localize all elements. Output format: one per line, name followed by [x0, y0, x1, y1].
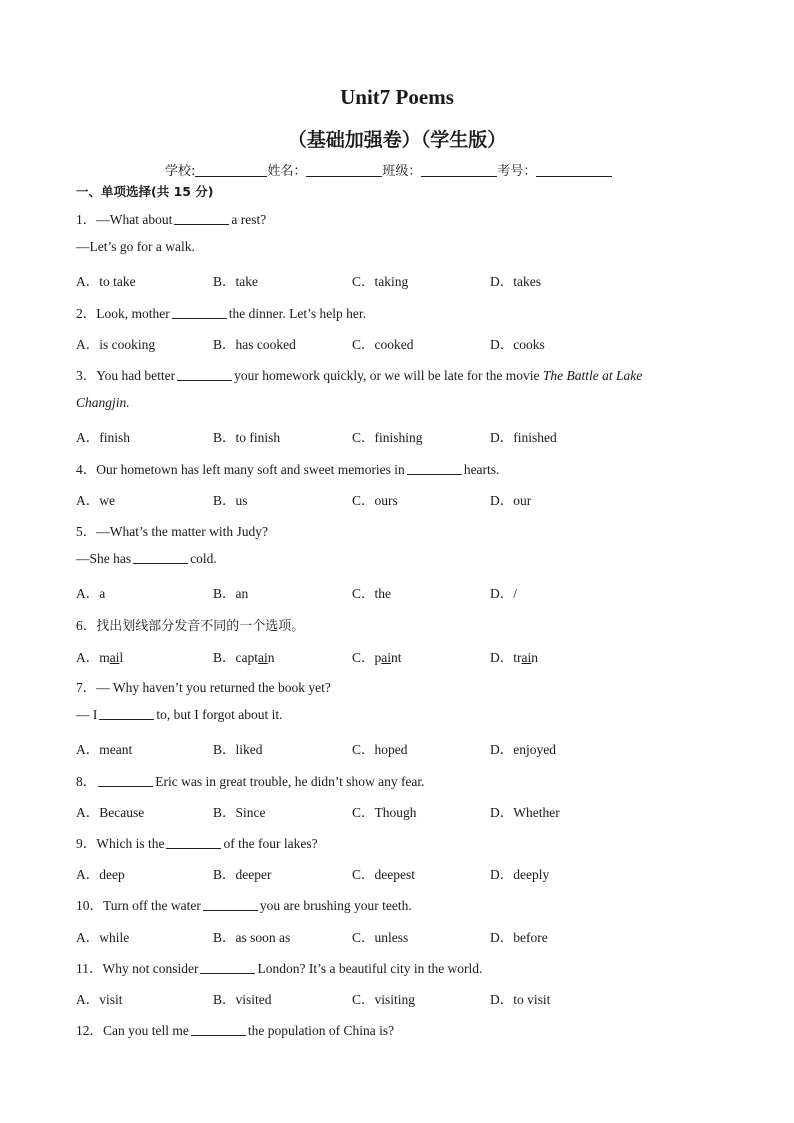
- option-b: B．deeper: [213, 867, 272, 882]
- option-c: C．taking: [352, 274, 409, 289]
- answer-blank: [203, 898, 258, 911]
- option-a: A．is cooking: [76, 337, 156, 352]
- option-a: A．we: [76, 493, 115, 508]
- question-number: 11．: [76, 961, 103, 976]
- option-c: C．cooked: [352, 337, 414, 352]
- option-a: A．a: [76, 586, 106, 601]
- question-9: 9．Which is the of the four lakes?: [76, 836, 318, 851]
- option-a: A．deep: [76, 867, 125, 882]
- page-subtitle: （基础加强卷）（学生版）: [287, 129, 507, 151]
- question-number: 1．: [76, 212, 97, 227]
- question-5-line2: —She has cold.: [76, 551, 217, 566]
- option-c: C．Though: [352, 805, 417, 820]
- option-b: B．as soon as: [213, 930, 291, 945]
- name-label: 姓名：: [267, 164, 307, 179]
- answer-blank: [200, 961, 255, 974]
- option-b: B．visited: [213, 992, 272, 1007]
- question-3: 3．You had better your homework quickly, or we will be late for the movie The Battle at Lake: [76, 368, 643, 383]
- answer-blank: [166, 836, 221, 849]
- option-a: A．mail: [76, 650, 124, 665]
- question-6: 6．找出划线部分发音不同的一个选项。: [76, 618, 305, 634]
- question-3-line2: Changjin.: [76, 395, 130, 410]
- answer-blank: [174, 212, 229, 225]
- option-c: C．visiting: [352, 992, 416, 1007]
- option-d: D．finished: [490, 430, 557, 445]
- question-number: 9．: [76, 836, 97, 851]
- option-d: D．to visit: [490, 992, 551, 1007]
- option-b: B．an: [213, 586, 249, 601]
- option-b: B．to finish: [213, 430, 281, 445]
- school-label: 学校:: [165, 164, 196, 179]
- option-d: D．Whether: [490, 805, 560, 820]
- name-field[interactable]: [306, 163, 382, 177]
- question-number: 4．: [76, 462, 97, 477]
- option-d: D．deeply: [490, 867, 550, 882]
- question-2: 2．Look, mother the dinner. Let’s help her.: [76, 306, 366, 321]
- option-d: D．our: [490, 493, 532, 508]
- class-field[interactable]: [421, 163, 497, 177]
- option-a: A．Because: [76, 805, 145, 820]
- section-heading: 一、单项选择(共 15 分): [76, 184, 214, 199]
- option-a: A．meant: [76, 742, 133, 757]
- question-number: 6．: [76, 618, 97, 633]
- answer-blank: [177, 368, 232, 381]
- option-a: A．visit: [76, 992, 123, 1007]
- option-c: C．deepest: [352, 867, 415, 882]
- question-number: 12．: [76, 1023, 103, 1038]
- question-7: 7．— Why haven’t you returned the book yet?: [76, 680, 331, 695]
- option-b: B．take: [213, 274, 258, 289]
- movie-title: The Battle at Lake: [542, 368, 643, 383]
- option-d: D．train: [490, 650, 538, 665]
- question-number: 5．: [76, 524, 97, 539]
- question-4: 4．Our hometown has left many soft and sweet memories in hearts.: [76, 462, 500, 477]
- answer-blank: [99, 707, 154, 720]
- option-c: C．ours: [352, 493, 398, 508]
- question-12: 12．Can you tell me the population of China is?: [76, 1023, 395, 1038]
- option-c: C．finishing: [352, 430, 423, 445]
- question-number: 10．: [76, 898, 103, 913]
- option-b: B．us: [213, 493, 248, 508]
- option-b: B．liked: [213, 742, 263, 757]
- question-11: 11．Why not consider London? It’s a beautiful city in the world.: [76, 961, 483, 976]
- question-number: 2．: [76, 306, 97, 321]
- question-1-line2: —Let’s go for a walk.: [76, 239, 195, 254]
- question-7-line2: — I to, but I forgot about it.: [76, 707, 283, 722]
- student-info-line: [165, 160, 612, 179]
- option-d: D．/: [490, 586, 517, 601]
- question-number: 8．: [76, 774, 97, 789]
- option-a: A．finish: [76, 430, 130, 445]
- answer-blank: [407, 462, 462, 475]
- option-c: C．hoped: [352, 742, 408, 757]
- option-d: D．enjoyed: [490, 742, 556, 757]
- option-d: D．before: [490, 930, 548, 945]
- option-d: D．cooks: [490, 337, 545, 352]
- option-c: C．unless: [352, 930, 409, 945]
- answer-blank: [172, 306, 227, 319]
- option-c: C．paint: [352, 650, 402, 665]
- option-c: C．the: [352, 586, 391, 601]
- answer-blank: [133, 551, 188, 564]
- exam-number-field[interactable]: [536, 163, 612, 177]
- option-d: D．takes: [490, 274, 541, 289]
- option-a: A．while: [76, 930, 130, 945]
- answer-blank: [98, 774, 153, 787]
- option-b: B．Since: [213, 805, 266, 820]
- exam-number-label: 考号：: [497, 164, 537, 179]
- school-field[interactable]: [195, 163, 267, 177]
- question-8: 8． Eric was in great trouble, he didn’t show any fear.: [76, 774, 425, 789]
- page-title: Unit7 Poems: [340, 85, 454, 109]
- answer-blank: [191, 1023, 246, 1036]
- question-5: 5．—What’s the matter with Judy?: [76, 524, 268, 539]
- question-number: 3．: [76, 368, 97, 383]
- option-b: B．captain: [213, 650, 275, 665]
- class-label: 班级：: [382, 164, 422, 179]
- question-10: 10．Turn off the water you are brushing your teeth.: [76, 898, 412, 913]
- question-number: 7．: [76, 680, 97, 695]
- question-1: 1．—What about a rest?: [76, 212, 267, 227]
- option-a: A．to take: [76, 274, 136, 289]
- option-b: B．has cooked: [213, 337, 296, 352]
